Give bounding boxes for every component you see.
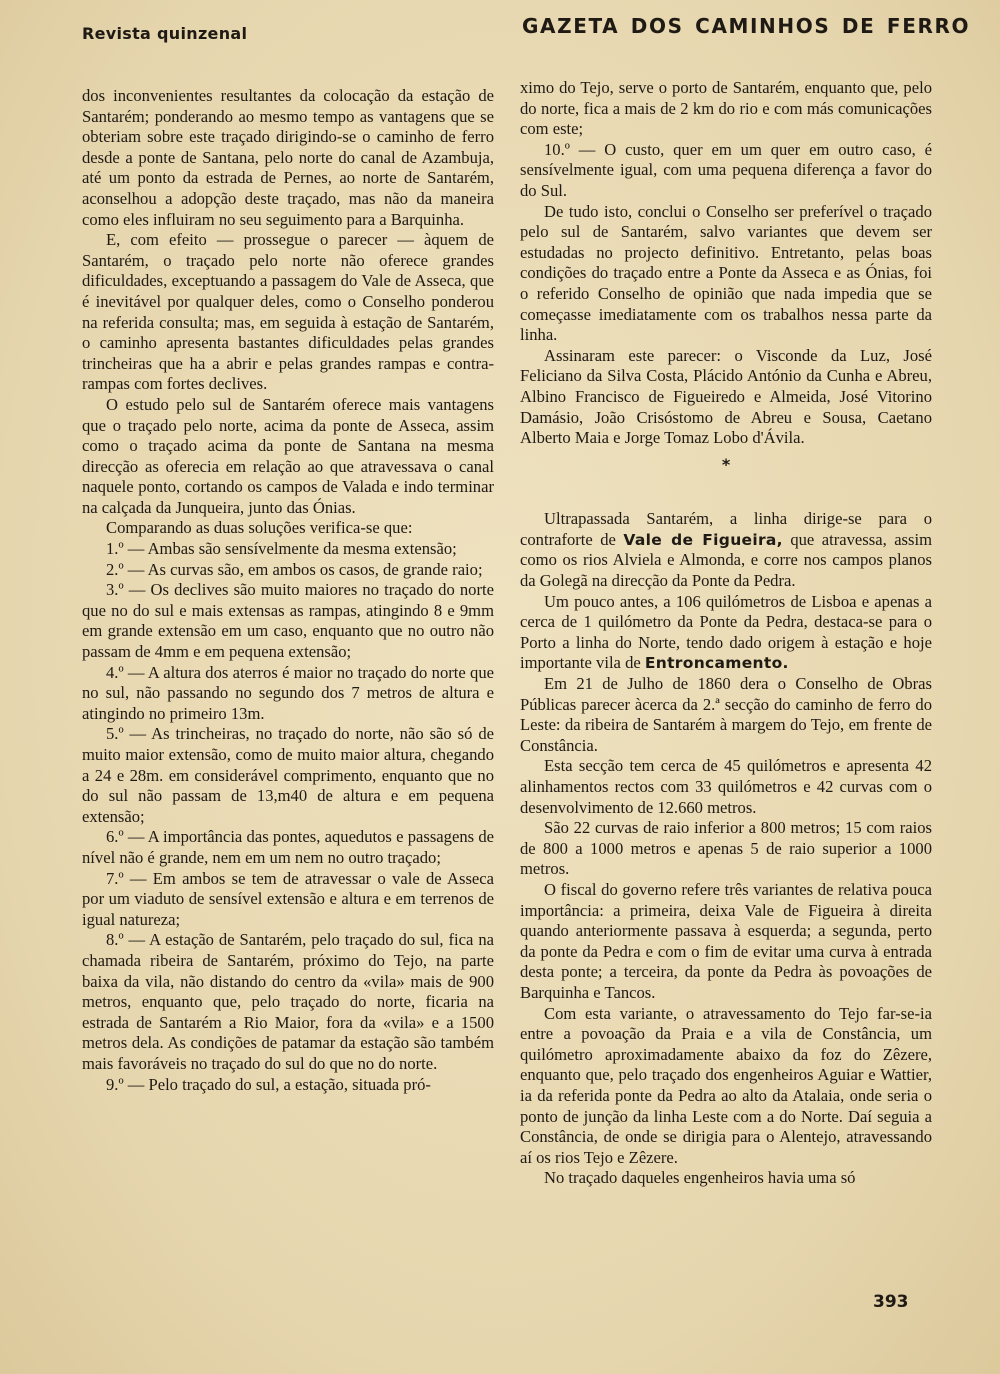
paragraph: O estudo pelo sul de Santarém oferece mais vantagens que o traçado pelo norte, acima da ponte de Asseca, assim como o traçado acima da ponte de Santana na mesma direcção as oferecia em relação ao que atravessava o canal naquele ponto, cortando os campos de Valada e indo terminar na calçada da Junqueira, junto das Ónias. bbox=[82, 394, 494, 517]
paragraph: De tudo isto, conclui o Conselho ser preferível o traçado pelo sul de Santarém, salvo variantes que devem ser estudadas no projecto definitivo. Entretanto, pelas boas condições do traçado entre a Ponte da Asseca e as Ónias, foi o referido Conselho de opinião que nada impedia que se começasse imediatamente com os trabalhos nessa parte da linha. bbox=[520, 201, 932, 345]
paragraph: No traçado daqueles engenheiros havia uma só bbox=[544, 1168, 856, 1188]
place-name-bold: Vale de Figueira, bbox=[623, 530, 783, 549]
paragraph: Em 21 de Julho de 1860 dera o Conselho de Obras Públicas parecer àcerca da 2.ª secção do caminho de ferro do Leste: da ribeira de Santarém à margem do Tejo, em frente de Constância. bbox=[520, 674, 932, 755]
paragraph: Assinaram este parecer: o Visconde da Luz, José Feliciano da Silva Costa, Plácido António da Cunha e Abreu, Albino Francisco de Figueiredo e Almeida, José Vitorino Damásio, João Crisóstomo de Abreu e Sousa, Caetano Alberto Maia e Jorge Tomaz Lobo d'Ávila. bbox=[520, 345, 932, 448]
list-item: 3.º — Os declives são muito maiores no traçado do norte que no do sul e mais extensas as rampas, atingindo 8 e 9mm em grande extensão em um caso, enquanto que no outro não passam de 4mm e em pequena extensão; bbox=[82, 580, 494, 662]
paragraph: São 22 curvas de raio inferior a 800 metros; 15 com raios de 800 a 1000 metros e apenas 5 de raio superior a 1000 metros. bbox=[520, 818, 932, 879]
list-item: 4.º — A altura dos aterros é maior no traçado do norte que no sul, não passando no segundo dos 7 metros de altura e atingindo no primeiro 13m. bbox=[82, 662, 494, 723]
list-item: 5.º — As trincheiras, no traçado do norte, não são só de muito maior extensão, como de muito maior altura, chegando a 24 e 28m. em considerável comprimento, enquanto que no do sul não passam de 13,m40 de altura e em pequena extensão; bbox=[82, 724, 494, 826]
paragraph bbox=[520, 592, 932, 674]
list-item: 10.º — O custo, quer em um quer em outro caso, é sensívelmente igual, com uma pequena diferença a favor do do Sul. bbox=[520, 139, 932, 200]
left-column bbox=[82, 86, 494, 1095]
list-item: 1.º — Ambas são sensívelmente da mesma extensão; bbox=[106, 539, 457, 559]
running-header-title: GAZETA DOS CAMINHOS DE FERRO bbox=[522, 14, 971, 38]
paragraph: E, com efeito — prossegue o parecer — àquem de Santarém, o traçado pelo norte não oferece grandes dificuldades, exceptuando a passagem do Vale de Asseca, que é inevitável por qualquer deles, como o Conselho ponderou na referida consulta; mas, em seguida à estação de Santarém, o caminho apresenta bastantes dificuldades pelas grandes trincheiras que ha a abrir e pelas grandes rampas e contra-rampas com fortes declives. bbox=[82, 230, 494, 394]
paragraph-text: Um pouco antes, a 106 quilómetros de Lisboa e apenas a cerca de 1 quilómetro da Ponte da Pedra, destaca-se para o Porto a linha do Norte, tendo dado origem à estação e hoje importante vila de bbox=[520, 591, 932, 673]
place-name-bold: Entroncamento. bbox=[644, 654, 789, 673]
page-number: 393 bbox=[873, 1292, 909, 1312]
list-item: 2.º — As curvas são, em ambos os casos, de grande raio; bbox=[106, 559, 483, 579]
list-item: 6.º — A importância das pontes, aquedutos e passagens de nível não é grande, nem em um nem no outro traçado; bbox=[82, 827, 494, 867]
paragraph: dos inconvenientes resultantes da colocação da estação de Santarém; ponderando ao mesmo tempo as vantagens que se obteriam sobre este traçado dirigindo-se o caminho de ferro desde a ponte de Santana, pelo norte do canal de Azambuja, até um ponto da estrada de Pernes, ao norte de Santarém, aconselhou a adopção deste traçado, mas não da maneira como eles influiram no seu seguimento para a Barquinha. bbox=[82, 86, 494, 229]
paragraph: Comparando as duas soluções verifica-se que: bbox=[106, 518, 413, 538]
paragraph: O fiscal do governo refere três variantes de relativa pouca importância: a primeira, deixa Vale de Figueira à direita quando anteriormente passava à esquerda; a segunda, perto da ponte da Pedra e com o fim de evitar uma curva à entrada desta ponte; a terceira, da ponte da Pedra às povoações de Barquinha e Tancos. bbox=[520, 879, 932, 1002]
list-item: 8.º — A estação de Santarém, pelo traçado do sul, fica na chamada ribeira de Santarém, próximo do Tejo, na parte baixa da vila, não distando do centro da «vila» mais de 900 metros, enquanto que, pelo traçado do norte, ficaria na estrada de Santarém a Rio Maior, fora da «vila» e a 1500 metros dela. As condições de patamar da estação são também mais favoráveis no traçado do sul do que no do norte. bbox=[82, 930, 494, 1073]
list-item: 9.º — Pelo traçado do sul, a estação, situada pró- bbox=[106, 1074, 431, 1094]
section-separator: * bbox=[721, 454, 731, 474]
paragraph: Com esta variante, o atravessamento do Tejo far-se-ia entre a povoação da Praia e a vila de Constância, um quilómetro aproximadamente abaixo da foz do Zêzere, enquanto que, pelo traçado dos engenheiros Aguiar e Wattier, ia da referida ponte da Pedra ao alto da Atalaia, onde seria o ponto de junção da linha Leste com a do Norte. Daí seguia a Constância, de onde se dirigia para o Alentejo, atravessando aí os rios Tejo e Zêzere. bbox=[520, 1003, 932, 1167]
paragraph-text: Ultrapassada Santarém, a linha dirige-se para o contraforte de bbox=[520, 509, 932, 549]
right-column bbox=[520, 78, 932, 1189]
running-header-left: Revista quinzenal bbox=[82, 24, 248, 43]
paragraph: ximo do Tejo, serve o porto de Santarém, enquanto que, pelo do norte, fica a mais de 2 km do rio e com más comunicações com este; bbox=[520, 78, 932, 139]
paragraph-text: que atravessa, assim como os rios Alviela e Almonda, e corre nos campos planos da Golegã na direcção da Ponte da Pedra. bbox=[520, 529, 932, 591]
paragraph bbox=[520, 509, 932, 591]
paragraph: Esta secção tem cerca de 45 quilómetros e apresenta 42 alinhamentos rectos com 33 quilómetros e 42 curvas com o desenvolvimento de 12.660 metros. bbox=[520, 756, 932, 817]
list-item: 7.º — Em ambos se tem de atravessar o vale de Asseca por um viaduto de sensível extensão e altura e em terrenos de igual natureza; bbox=[82, 868, 494, 929]
